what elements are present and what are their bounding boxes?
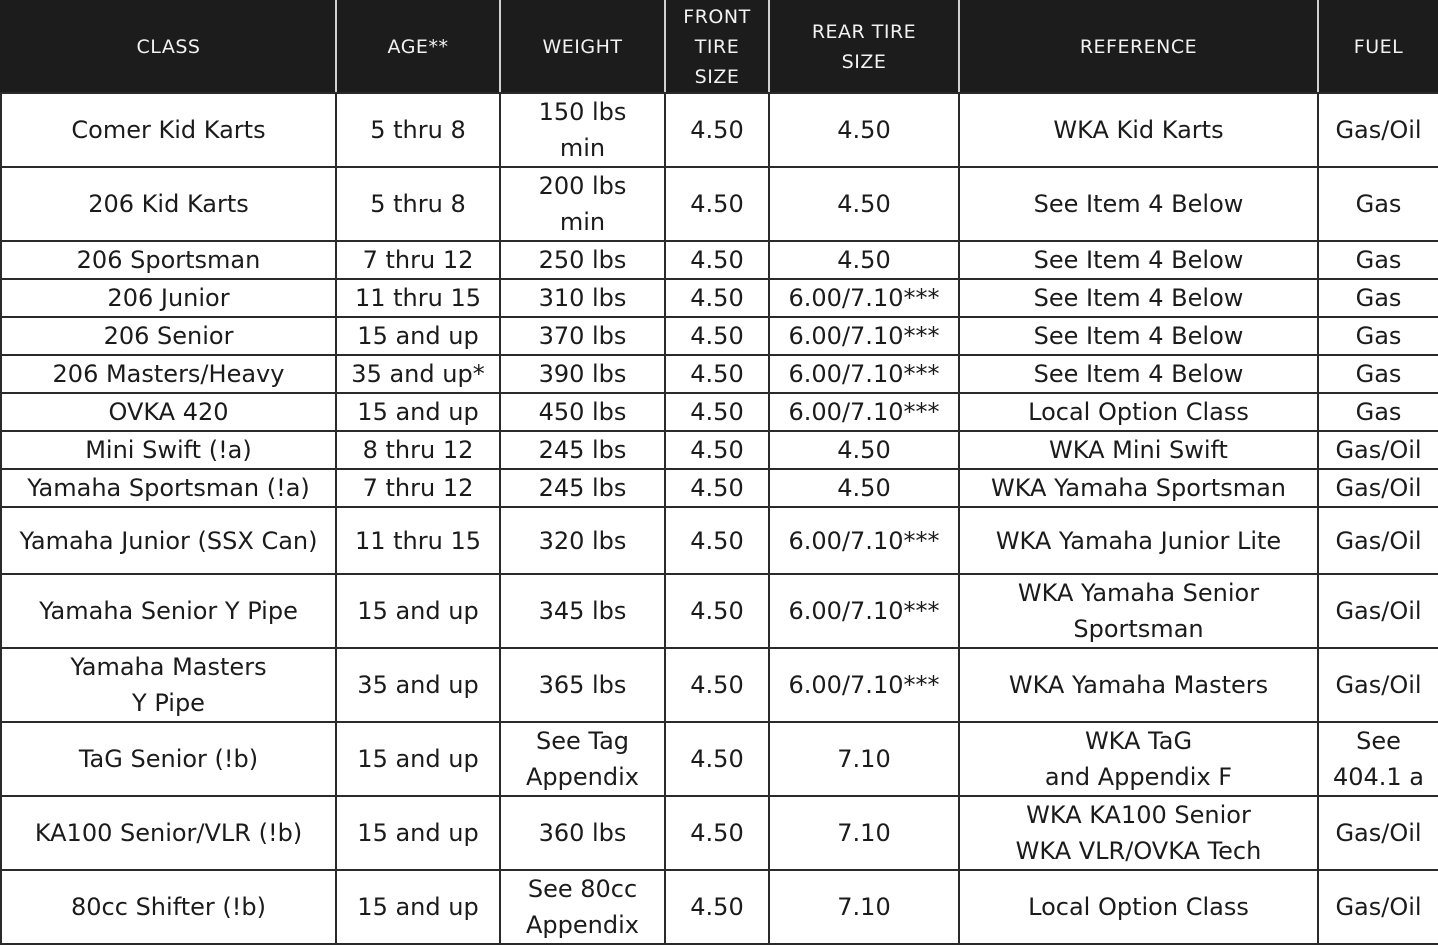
fuel-text: Gas/Oil [1335, 893, 1422, 921]
cell-rear-tire [769, 796, 959, 870]
front-tire-text: 4.50 [690, 671, 744, 699]
fuel-text: Gas/Oil [1335, 597, 1422, 625]
rear-tire-text: 6.00/7.10*** [788, 526, 940, 555]
cell-weight [500, 574, 665, 648]
fuel-text: Gas [1355, 322, 1402, 350]
cell-fuel [1318, 469, 1438, 507]
fuel-text: Gas [1355, 190, 1402, 218]
fuel-text: Gas [1355, 360, 1402, 388]
cell-rear-tire [769, 393, 959, 431]
table-row [1, 431, 1438, 469]
front-tire-text: 4.50 [690, 246, 744, 274]
cell-weight [500, 870, 665, 944]
reference-text: WKA Mini Swift [1049, 436, 1228, 464]
front-tire-text: 4.50 [690, 474, 744, 502]
table-row [1, 870, 1438, 944]
cell-front-tire [665, 469, 769, 507]
reference-text: WKA Yamaha Masters [1008, 671, 1269, 699]
cell-weight [500, 241, 665, 279]
weight-text: 150 lbs min [538, 98, 627, 162]
cell-age [336, 507, 500, 574]
rear-tire-text: 4.50 [837, 246, 891, 274]
cell-reference [959, 469, 1318, 507]
reference-text: WKA Yamaha Junior Lite [995, 526, 1282, 555]
cell-front-tire [665, 431, 769, 469]
cell-front-tire [665, 167, 769, 241]
weight-text: 320 lbs [538, 526, 627, 555]
cell-class [1, 648, 336, 722]
rear-tire-text: 4.50 [837, 116, 891, 144]
weight-text: 370 lbs [538, 322, 627, 350]
header-weight: WEIGHT [500, 1, 665, 93]
fuel-text: Gas/Oil [1335, 436, 1422, 464]
class-text: 206 Junior [107, 284, 230, 312]
rear-tire-text: 7.10 [837, 819, 891, 847]
age-text: 35 and up* [351, 360, 485, 388]
cell-class [1, 469, 336, 507]
weight-text: 245 lbs [538, 436, 627, 464]
front-tire-text: 4.50 [690, 360, 744, 388]
cell-weight [500, 93, 665, 167]
age-text: 15 and up [357, 819, 479, 847]
cell-front-tire [665, 279, 769, 317]
reference-text: WKA KA100 Senior WKA VLR/OVKA Tech [1015, 801, 1262, 865]
cell-class [1, 93, 336, 167]
cell-weight [500, 317, 665, 355]
cell-weight [500, 279, 665, 317]
cell-front-tire [665, 507, 769, 574]
age-text: 8 thru 12 [362, 436, 474, 464]
cell-class [1, 722, 336, 796]
cell-class [1, 167, 336, 241]
cell-weight [500, 167, 665, 241]
table-row [1, 279, 1438, 317]
front-tire-text: 4.50 [690, 526, 744, 555]
age-text: 7 thru 12 [362, 246, 474, 274]
cell-age [336, 93, 500, 167]
fuel-text: Gas [1355, 398, 1402, 426]
cell-reference [959, 722, 1318, 796]
age-text: 11 thru 15 [354, 284, 482, 312]
class-text: Yamaha Junior (SSX Can) [19, 526, 318, 555]
cell-age [336, 722, 500, 796]
cell-age [336, 393, 500, 431]
fuel-text: Gas [1355, 246, 1402, 274]
class-text: 206 Kid Karts [88, 190, 249, 218]
table-row [1, 722, 1438, 796]
cell-reference [959, 93, 1318, 167]
cell-class [1, 355, 336, 393]
header-reference: REFERENCE [959, 1, 1318, 93]
cell-reference [959, 574, 1318, 648]
cell-age [336, 574, 500, 648]
cell-front-tire [665, 355, 769, 393]
reference-text: WKA Yamaha Senior Sportsman [1017, 579, 1260, 643]
cell-age [336, 317, 500, 355]
reference-text: Local Option Class [1028, 398, 1249, 426]
rear-tire-text: 6.00/7.10*** [788, 597, 940, 625]
cell-class [1, 241, 336, 279]
cell-fuel [1318, 722, 1438, 796]
reference-text: See Item 4 Below [1033, 246, 1244, 274]
reference-text: See Item 4 Below [1033, 284, 1244, 312]
reference-text: See Item 4 Below [1033, 322, 1244, 350]
cell-reference [959, 393, 1318, 431]
class-text: 206 Senior [103, 322, 234, 350]
age-text: 5 thru 8 [370, 190, 466, 218]
cell-weight [500, 355, 665, 393]
cell-reference [959, 317, 1318, 355]
weight-text: 360 lbs [538, 819, 627, 847]
cell-age [336, 167, 500, 241]
front-tire-text: 4.50 [690, 893, 744, 921]
cell-class [1, 279, 336, 317]
cell-front-tire [665, 393, 769, 431]
rear-tire-text: 6.00/7.10*** [788, 671, 940, 699]
reference-text: See Item 4 Below [1033, 360, 1244, 388]
front-tire-text: 4.50 [690, 190, 744, 218]
age-text: 15 and up [357, 597, 479, 625]
age-text: 15 and up [357, 893, 479, 921]
cell-weight [500, 431, 665, 469]
cell-class [1, 317, 336, 355]
header-rear-tire-size: REAR TIRE SIZE [769, 1, 959, 93]
front-tire-text: 4.50 [690, 436, 744, 464]
reference-text: WKA Kid Karts [1053, 116, 1224, 144]
cell-age [336, 355, 500, 393]
cell-reference [959, 796, 1318, 870]
reference-text: WKA Yamaha Sportsman [990, 474, 1287, 502]
rear-tire-text: 4.50 [837, 190, 891, 218]
rear-tire-text: 6.00/7.10*** [788, 284, 940, 312]
weight-text: 310 lbs [538, 284, 627, 312]
cell-front-tire [665, 796, 769, 870]
weight-text: 345 lbs [538, 597, 627, 625]
cell-fuel [1318, 507, 1438, 574]
weight-text: 245 lbs [538, 474, 627, 502]
cell-weight [500, 393, 665, 431]
age-text: 15 and up [357, 398, 479, 426]
cell-class [1, 796, 336, 870]
cell-weight [500, 507, 665, 574]
cell-class [1, 393, 336, 431]
cell-fuel [1318, 796, 1438, 870]
cell-front-tire [665, 317, 769, 355]
age-text: 7 thru 12 [362, 474, 474, 502]
table-row [1, 393, 1438, 431]
fuel-text: Gas/Oil [1335, 819, 1422, 847]
cell-front-tire [665, 241, 769, 279]
cell-age [336, 796, 500, 870]
fuel-text: Gas/Oil [1335, 474, 1422, 502]
cell-front-tire [665, 722, 769, 796]
cell-reference [959, 241, 1318, 279]
cell-front-tire [665, 870, 769, 944]
cell-age [336, 241, 500, 279]
age-text: 15 and up [357, 745, 479, 773]
rear-tire-text: 4.50 [837, 436, 891, 464]
header-class: CLASS [1, 1, 336, 93]
cell-reference [959, 167, 1318, 241]
cell-front-tire [665, 574, 769, 648]
cell-weight [500, 469, 665, 507]
table-row [1, 167, 1438, 241]
front-tire-text: 4.50 [690, 819, 744, 847]
cell-fuel [1318, 393, 1438, 431]
cell-weight [500, 796, 665, 870]
table-row [1, 317, 1438, 355]
table-row [1, 241, 1438, 279]
class-text: TaG Senior (!b) [78, 745, 259, 773]
cell-fuel [1318, 431, 1438, 469]
cell-class [1, 431, 336, 469]
fuel-text: Gas/Oil [1335, 671, 1422, 699]
table-row [1, 796, 1438, 870]
cell-fuel [1318, 93, 1438, 167]
class-text: KA100 Senior/VLR (!b) [34, 819, 303, 847]
cell-fuel [1318, 870, 1438, 944]
rear-tire-text: 6.00/7.10*** [788, 322, 940, 350]
cell-reference [959, 355, 1318, 393]
weight-text: See 80cc Appendix [526, 875, 639, 939]
class-text: OVKA 420 [108, 398, 229, 426]
reference-text: Local Option Class [1028, 893, 1249, 921]
cell-age [336, 648, 500, 722]
cell-class [1, 574, 336, 648]
front-tire-text: 4.50 [690, 398, 744, 426]
cell-reference [959, 507, 1318, 574]
class-text: 80cc Shifter (!b) [71, 893, 266, 921]
age-text: 15 and up [357, 322, 479, 350]
class-text: Yamaha Masters Y Pipe [70, 653, 267, 717]
header-fuel: FUEL [1318, 1, 1438, 93]
cell-fuel [1318, 355, 1438, 393]
cell-fuel [1318, 167, 1438, 241]
weight-text: 250 lbs [538, 246, 627, 274]
reference-text: See Item 4 Below [1033, 190, 1244, 218]
cell-rear-tire [769, 317, 959, 355]
table-row [1, 574, 1438, 648]
rear-tire-text: 7.10 [837, 745, 891, 773]
cell-fuel [1318, 317, 1438, 355]
reference-text: WKA TaG and Appendix F [1044, 727, 1233, 791]
rear-tire-text: 4.50 [837, 474, 891, 502]
cell-reference [959, 648, 1318, 722]
age-text: 5 thru 8 [370, 116, 466, 144]
cell-rear-tire [769, 431, 959, 469]
cell-front-tire [665, 93, 769, 167]
class-text: Mini Swift (!a) [85, 436, 252, 464]
class-text: Yamaha Sportsman (!a) [27, 474, 310, 502]
fuel-text: See 404.1 a [1332, 727, 1425, 791]
fuel-text: Gas [1355, 284, 1402, 312]
cell-reference [959, 870, 1318, 944]
cell-rear-tire [769, 279, 959, 317]
cell-rear-tire [769, 93, 959, 167]
table-row [1, 93, 1438, 167]
cell-age [336, 431, 500, 469]
weight-text: 390 lbs [538, 360, 627, 388]
cell-rear-tire [769, 355, 959, 393]
weight-text: See Tag Appendix [526, 727, 639, 791]
cell-rear-tire [769, 167, 959, 241]
header-age: AGE** [336, 1, 500, 93]
cell-age [336, 870, 500, 944]
front-tire-text: 4.50 [690, 745, 744, 773]
cell-rear-tire [769, 241, 959, 279]
rear-tire-text: 7.10 [837, 893, 891, 921]
cell-weight [500, 648, 665, 722]
class-text: 206 Sportsman [76, 246, 261, 274]
front-tire-text: 4.50 [690, 597, 744, 625]
table-row [1, 469, 1438, 507]
cell-fuel [1318, 241, 1438, 279]
rear-tire-text: 6.00/7.10*** [788, 360, 940, 388]
header-front-tire-size: FRONT TIRE SIZE [665, 1, 769, 93]
cell-rear-tire [769, 507, 959, 574]
front-tire-text: 4.50 [690, 322, 744, 350]
cell-class [1, 507, 336, 574]
cell-fuel [1318, 279, 1438, 317]
cell-fuel [1318, 574, 1438, 648]
cell-reference [959, 431, 1318, 469]
weight-text: 450 lbs [538, 398, 627, 426]
table-row [1, 507, 1438, 574]
header-row [1, 1, 1438, 93]
weight-text: 200 lbs min [538, 172, 627, 236]
cell-age [336, 469, 500, 507]
class-text: Comer Kid Karts [71, 116, 266, 144]
cell-rear-tire [769, 469, 959, 507]
fuel-text: Gas/Oil [1335, 526, 1422, 555]
cell-fuel [1318, 648, 1438, 722]
class-text: 206 Masters/Heavy [52, 360, 285, 388]
cell-class [1, 870, 336, 944]
cell-front-tire [665, 648, 769, 722]
front-tire-text: 4.50 [690, 284, 744, 312]
cell-rear-tire [769, 648, 959, 722]
front-tire-text: 4.50 [690, 116, 744, 144]
weight-text: 365 lbs [538, 671, 627, 699]
age-text: 11 thru 15 [354, 526, 482, 555]
cell-age [336, 279, 500, 317]
fuel-text: Gas/Oil [1335, 116, 1422, 144]
cell-reference [959, 279, 1318, 317]
table-row [1, 648, 1438, 722]
cell-weight [500, 722, 665, 796]
table-row [1, 355, 1438, 393]
cell-rear-tire [769, 722, 959, 796]
age-text: 35 and up [357, 671, 479, 699]
cell-rear-tire [769, 574, 959, 648]
cell-rear-tire [769, 870, 959, 944]
class-text: Yamaha Senior Y Pipe [39, 597, 298, 625]
rear-tire-text: 6.00/7.10*** [788, 398, 940, 426]
